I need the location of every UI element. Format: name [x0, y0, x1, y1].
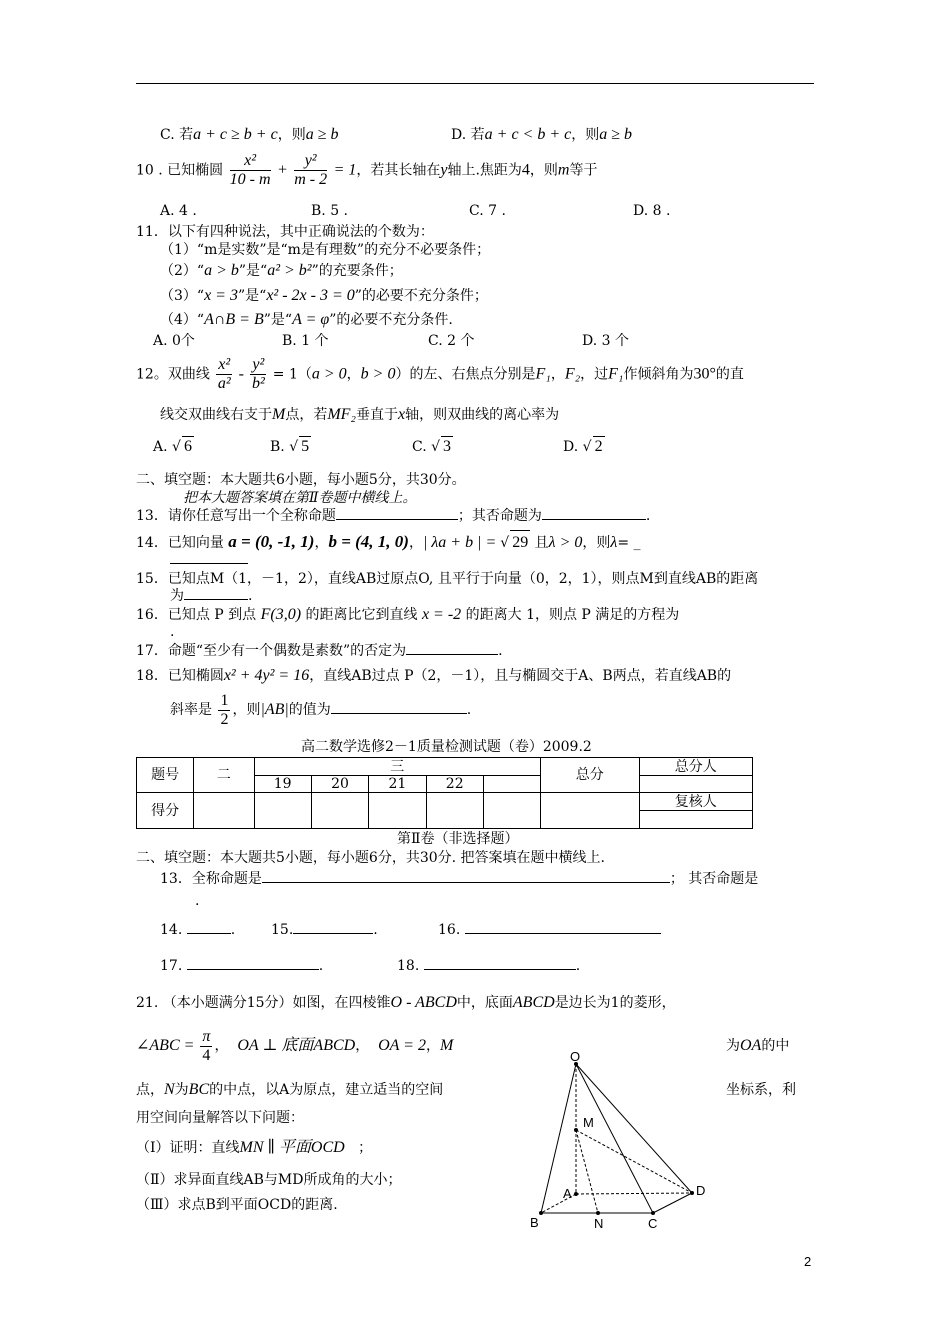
- answer-13-dot: .: [195, 893, 200, 909]
- score-cell: [194, 793, 254, 829]
- question-14: 14．已知向量 a = (0, -1, 1)，b = (4, 1, 0)，| λa + b | = √ 29 且λ > 0，则λ= _: [136, 530, 641, 555]
- point-m: [574, 1128, 578, 1132]
- point-n: [596, 1211, 600, 1215]
- q11-stem: 11．以下有四种说法，其中正确说法的个数为：: [136, 224, 434, 240]
- label-b: B: [530, 1215, 539, 1230]
- q11-statement-2: （2）“a > b”是“a² > b²”的充要条件；: [160, 262, 403, 279]
- q11-option-c: C. 2 个: [428, 333, 475, 349]
- score-cell: [369, 793, 426, 829]
- q10-option-d: D. 8 .: [633, 203, 671, 219]
- question-21-line-4: 用空间向量解答以下问题：: [136, 1110, 304, 1126]
- q12-option-c: C. √ 3: [412, 438, 452, 455]
- row-score-label: 得分: [137, 793, 194, 829]
- q9-option-c: C. 若a + c ≥ b + c，则a ≥ b: [160, 126, 339, 143]
- header-scorer: 总分人: [639, 758, 752, 776]
- fraction: $\frac{\pi}{4}$: [202, 1027, 211, 1064]
- label-m: M: [583, 1115, 594, 1130]
- question-10: 10 . 已知椭圆 $\frac{\text{x²}}{10 - m}$ + $\frac{\text{y²}}{m - 2}$ = 1，若其长轴在y轴上.焦距为4，则m等于: [136, 152, 598, 188]
- page-number: 2: [804, 1254, 812, 1269]
- q11-statement-1: （1）“m是实数”是“m是有理数”的充分不必要条件；: [160, 242, 491, 258]
- fraction: $\frac{1}{2}$: [220, 691, 229, 728]
- question-15: 15．已知点M（1，－1，2），直线AB过原点O, 且平行于向量（0，2，1），则点M到直线AB的距离: [136, 571, 759, 587]
- question-18-b: 斜率是 $\frac{1}{2}$ ，则|AB|的值为 .: [170, 691, 472, 728]
- question-18: 18．已知椭圆x² + 4y² = 16，直线AB过点 P（2，－1），且与椭圆交于A、B两点，若直线AB的: [136, 667, 732, 684]
- label-n: N: [594, 1216, 604, 1231]
- q11-statement-3: （3）“x = 3”是“x² - 2x - 3 = 0”的必要不充分条件；: [160, 287, 488, 304]
- point-c: [651, 1211, 655, 1215]
- header-blank: [483, 776, 540, 793]
- score-cell: [426, 793, 483, 829]
- answer-17: 17. .: [160, 958, 324, 974]
- answer-sheet-title: 高二数学选修2－1质量检测试题（卷）2009.2: [301, 739, 592, 755]
- fraction: $\frac{\text{x²}}{\text{a²}}$: [217, 356, 231, 392]
- question-21-line-3-right: 坐标系，利: [726, 1082, 796, 1098]
- q10-option-b: B. 5 .: [311, 203, 348, 219]
- score-cell: [311, 793, 368, 829]
- label-o: O: [570, 1049, 581, 1064]
- question-21: 21. （本小题满分15分）如图，在四棱锥O - ABCD中，底面ABCD是边长为1的菱形，: [136, 994, 676, 1011]
- answer-16: 16.: [438, 920, 661, 940]
- point-d: [690, 1191, 694, 1195]
- answer-13: 13．全称命题是 ； 其否命题是: [160, 871, 759, 887]
- header-part-three: 三: [254, 758, 540, 776]
- question-13: 13．请你任意写出一个全称命题 ；其否命题为 .: [136, 508, 651, 524]
- header-rule: [136, 83, 814, 84]
- question-21-line-2-right: 为OA的中: [726, 1037, 790, 1054]
- label-a: A: [563, 1186, 572, 1201]
- q12-option-b: B. √ 5: [270, 438, 310, 455]
- label-c: C: [648, 1216, 658, 1231]
- score-cell: [254, 793, 311, 829]
- question-21-part-3: （Ⅲ）求点B到平面OCD的距离.: [136, 1197, 338, 1213]
- q12-line-2: 线交双曲线右支于M点，若MF₂垂直于x轴，则双曲线的离心率为: [160, 406, 560, 423]
- q10-option-a: A. 4 .: [160, 203, 197, 219]
- q9-option-d: D. 若a + c < b + c，则a ≥ b: [451, 126, 633, 143]
- scorer-cell: [639, 776, 752, 793]
- pyramid-figure: [525, 1045, 725, 1235]
- question-21-line-3: 点，N为BC的中点，以A为原点，建立适当的空间: [136, 1081, 444, 1098]
- label-d: D: [696, 1183, 706, 1198]
- q10-option-c: C. 7 .: [469, 203, 506, 219]
- score-table: [136, 757, 753, 829]
- header-q22: 22: [426, 776, 483, 793]
- header-q19: 19: [254, 776, 311, 793]
- question-15-b: 为 .: [170, 588, 253, 604]
- header-total: 总分: [540, 758, 639, 793]
- q11-option-a: A. 0个: [153, 333, 195, 349]
- header-checker: 复核人: [639, 793, 752, 811]
- question-21-line-2: ∠ABC = $\frac{\pi}{4}$ ， OA ⊥ 底面ABCD， OA = 2，M: [136, 1027, 454, 1064]
- question-16: 16．已知点 P 到点 F(3,0) 的距离比它到直线 x = -2 的距离大 1，则点 P 满足的方程为: [136, 606, 680, 623]
- section-2-title: 二、填空题：本大题共6小题，每小题5分，共30分。: [136, 472, 466, 488]
- fraction: $\frac{\text{x²}}{10 - m}$: [229, 152, 271, 188]
- section-2-note: 把本大题答案填在第Ⅱ卷题中横线上。: [183, 490, 417, 506]
- q11-option-d: D. 3 个: [582, 333, 629, 349]
- score-cell: [483, 793, 540, 829]
- q12-option-a: A. √ 6: [153, 438, 192, 455]
- question-12: 12。双曲线 $\frac{\text{x²}}{\text{a²}}$ - $\frac{\text{y²}}{\text{b²}}$ = 1（a > 0，b > 0）的左、右焦点分别是F₁，F₂，过F₁作倾斜角为30°的直: [136, 356, 744, 392]
- header-q21: 21: [369, 776, 426, 793]
- q11-statement-4: （4）“A∩B = B”是“A = φ”的必要不充分条件.: [160, 311, 453, 328]
- question-17: 17．命题“至少有一个偶数是素数”的否定为 .: [136, 643, 503, 659]
- question-21-part-2: （Ⅱ）求异面直线AB与MD所成角的大小；: [136, 1172, 402, 1188]
- answer-15: 15. .: [271, 922, 378, 938]
- checker-cell: [639, 811, 752, 829]
- q12-option-d: D. √ 2: [563, 438, 603, 455]
- question-21-part-1: （Ⅰ）证明：直线MN ∥ 平面OCD ；: [136, 1139, 373, 1156]
- q11-option-b: B. 1 个: [282, 333, 329, 349]
- point-b: [539, 1211, 543, 1215]
- header-question-number: 题号: [137, 758, 194, 793]
- fraction: $\frac{\text{y²}}{\text{b²}}$: [251, 356, 265, 392]
- point-a: [574, 1192, 578, 1196]
- q14-underline: [170, 563, 248, 564]
- header-part-two: 二: [194, 758, 254, 793]
- answer-14: 14. .: [160, 922, 236, 938]
- fraction: $\frac{\text{y²}}{m - 2}$: [294, 152, 328, 188]
- score-cell: [540, 793, 639, 829]
- question-16-dot: .: [170, 624, 175, 640]
- answer-18: 18. .: [397, 958, 581, 974]
- part-2-title: 第Ⅱ卷（非选择题）: [397, 831, 519, 847]
- part-2-section: 二、填空题：本大题共5小题，每小题6分，共30分. 把答案填在题中横线上.: [136, 850, 605, 866]
- header-q20: 20: [311, 776, 368, 793]
